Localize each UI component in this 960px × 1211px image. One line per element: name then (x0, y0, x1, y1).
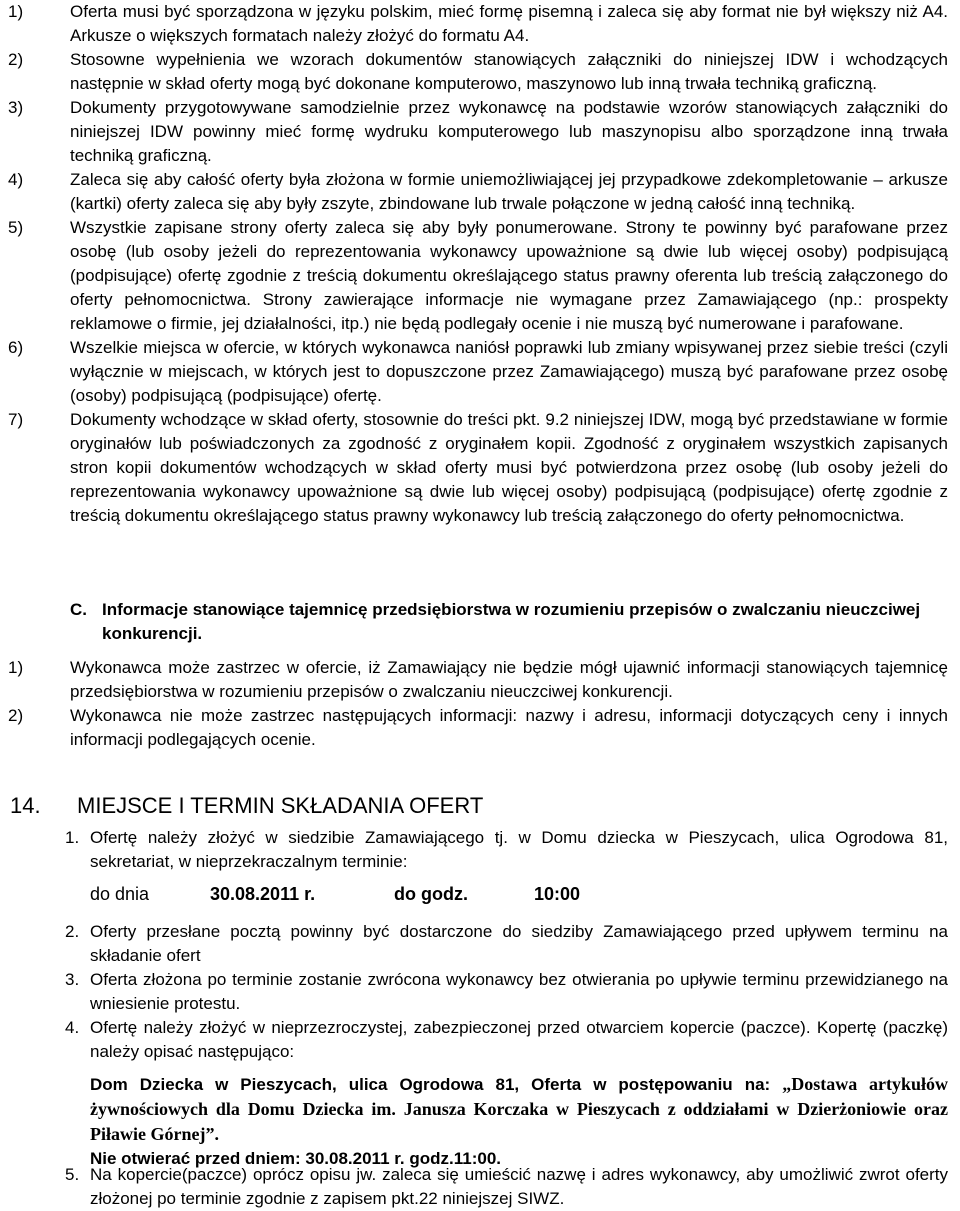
item-number: 2) (8, 50, 24, 69)
list-item (0, 826, 948, 874)
item-number: 4. (65, 1018, 80, 1037)
item-text: Wszelkie miejsca w ofercie, w których wykonawca naniósł poprawki lub zmiany wpisywanej przez siebie treści (czyli wyłącznie w miejscach, w których jest to dopuszczone przez Zamawiającego) muszą być parafowane przez osobę (osoby) podpisującą (podpisujące) ofertę. (70, 338, 948, 405)
item-number: 4) (8, 170, 24, 189)
section-14-number: 14. (10, 793, 41, 818)
item-text: Dokumenty wchodzące w skład oferty, stosownie do treści pkt. 9.2 niniejszej IDW, mogą być przedstawiane w formie oryginałów lub poświadczonych za zgodność z oryginałem kopii. Zgodność z oryginałem wszystkich zapisanych stron kopii dokumentów wchodzących w skład oferty musi być potwierdzona przez osobę (lub osoby jeżeli do reprezentowania wykonawcy upoważnione są dwie lub więcej osoby) podpisującą (podpisujące) ofertę zgodnie z treścią dokumentu określającego status prawny wykonawcy lub treścią załączonego do oferty pełnomocnictwa. (70, 410, 948, 525)
section-14-item-1 (0, 826, 948, 874)
item-number: 7) (8, 410, 24, 429)
list-item (0, 920, 948, 968)
item-text: Oferta musi być sporządzona w języku polskim, mieć formę pisemną i zaleca się aby format nie był większy niż A4. Arkusze o większych formatach należy złożyć do formatu A4. (70, 2, 948, 45)
item-number: 1. (65, 828, 80, 847)
section-c-list (0, 656, 948, 752)
item-number: 5. (65, 1165, 80, 1184)
list-item (0, 1016, 948, 1064)
item-number: 2) (8, 706, 24, 725)
item-text: Zaleca się aby całość oferty była złożona w formie uniemożliwiającej jej przypadkowe zdekompletowanie – arkusze (kartki) oferty zaleca się aby były zszyte, zbindowane lub trwale połączone w jedną całość inną techniką. (70, 170, 948, 213)
list-item (0, 656, 948, 704)
item-number: 6) (8, 338, 24, 357)
item-text: Dokumenty przygotowywane samodzielnie przez wykonawcę na podstawie wzorów stanowiących załączniki do niniejszej IDW powinny mieć formę wydruku komputerowego lub maszynopisu albo sporządzone inną trwała techniką graficzną. (70, 98, 948, 165)
item-number: 5) (8, 218, 24, 237)
envelope-label-text (90, 1072, 948, 1171)
list-item (0, 0, 948, 48)
item-text: Oferty przesłane pocztą powinny być dostarczone do siedziby Zamawiającego przed upływem terminu na składanie ofert (90, 922, 948, 965)
item-number: 3) (8, 98, 24, 117)
list-item (0, 216, 948, 336)
list-item (0, 168, 948, 216)
item-number: 1) (8, 658, 24, 677)
section-14-items-2-4 (0, 920, 948, 1064)
section-c-heading (70, 598, 948, 646)
list-item (0, 968, 948, 1016)
list-item (0, 1163, 948, 1211)
deadline-date-value: 30.08.2011 r. (210, 884, 316, 904)
offer-requirements-list (0, 0, 948, 528)
list-item (0, 336, 948, 408)
envelope-subject: „Dostawa artykułów żywnościowych dla Domu Dziecka im. Janusza Korczaka w Pieszycach z oddziałami w Dzierżoniowie oraz Piławie Górnej”. (90, 1074, 948, 1144)
item-text: Stosowne wypełnienia we wzorach dokumentów stanowiących załączniki do niniejszej IDW i wchodzących następnie w skład oferty mogą być dokonane komputerowo, maszynowo lub inną trwała techniką graficzną. (70, 50, 948, 93)
list-item (0, 408, 948, 528)
list-item (0, 48, 948, 96)
envelope-prefix: Dom Dziecka w Pieszycach, ulica Ogrodowa 81, Oferta w postępowaniu na: (90, 1075, 771, 1094)
item-text: Wykonawca może zastrzec w ofercie, iż Zamawiający nie będzie mógł ujawnić informacji stanowiących tajemnicę przedsiębiorstwa w rozumieniu przepisów o zwalczaniu nieuczciwej konkurencji. (70, 658, 948, 701)
envelope-not-open: Nie otwierać przed dniem: 30.08.2011 r. godz.11:00. (90, 1149, 502, 1168)
section-14-title: MIEJSCE I TERMIN SKŁADANIA OFERT (77, 793, 484, 818)
item-number: 2. (65, 922, 80, 941)
section-c-title: Informacje stanowiące tajemnicę przedsiębiorstwa w rozumieniu przepisów o zwalczaniu nieuczciwej konkurencji. (102, 600, 921, 643)
item-text: Oferta złożona po terminie zostanie zwrócona wykonawcy bez otwierania po upływie terminu przewidzianego na wniesienie protestu. (90, 970, 948, 1013)
item-number: 3. (65, 970, 80, 989)
item-text: Ofertę należy złożyć w nieprzezroczystej, zabezpieczonej przed otwarciem kopercie (paczce). Kopertę (paczkę) należy opisać następująco: (90, 1018, 948, 1061)
item-text: Na kopercie(paczce) oprócz opisu jw. zaleca się umieścić nazwę i adres wykonawcy, aby umożliwić zwrot oferty złożonej po terminie zgodnie z zapisem pkt.22 niniejszej SIWZ. (90, 1165, 948, 1208)
item-text: Wykonawca nie może zastrzec następujących informacji: nazwy i adresu, informacji dotyczących ceny i innych informacji podlegających ocenie. (70, 706, 948, 749)
section-14-item-5 (0, 1163, 948, 1211)
section-c-label: C. (70, 600, 87, 619)
list-item (0, 704, 948, 752)
section-14-heading (10, 793, 483, 819)
item-text: Ofertę należy złożyć w siedzibie Zamawiającego tj. w Domu dziecka w Pieszycach, ulica Ogrodowa 81, sekretariat, w nieprzekraczalnym terminie: (90, 828, 948, 871)
item-text: Wszystkie zapisane strony oferty zaleca się aby były ponumerowane. Strony te powinny być parafowane przez osobę (lub osoby jeżeli do reprezentowania wykonawcy upoważnione są dwie lub więcej osoby) podpisującą (podpisujące) ofertę zgodnie z treścią dokumentu określającego status prawny oferenta lub treścią załączonego do oferty pełnomocnictwa. Strony zawierające informacje nie wymagane przez Zamawiającego (np.: prospekty reklamowe o firmie, jej działalności, itp.) nie będą podlegały ocenie i nie muszą być numerowane i parafowane. (70, 218, 948, 333)
deadline-date-label: do dnia (90, 884, 150, 904)
list-item (0, 96, 948, 168)
item-number: 1) (8, 2, 24, 21)
deadline-time-label: do godz. (394, 884, 468, 904)
deadline-time-value: 10:00 (534, 884, 581, 904)
